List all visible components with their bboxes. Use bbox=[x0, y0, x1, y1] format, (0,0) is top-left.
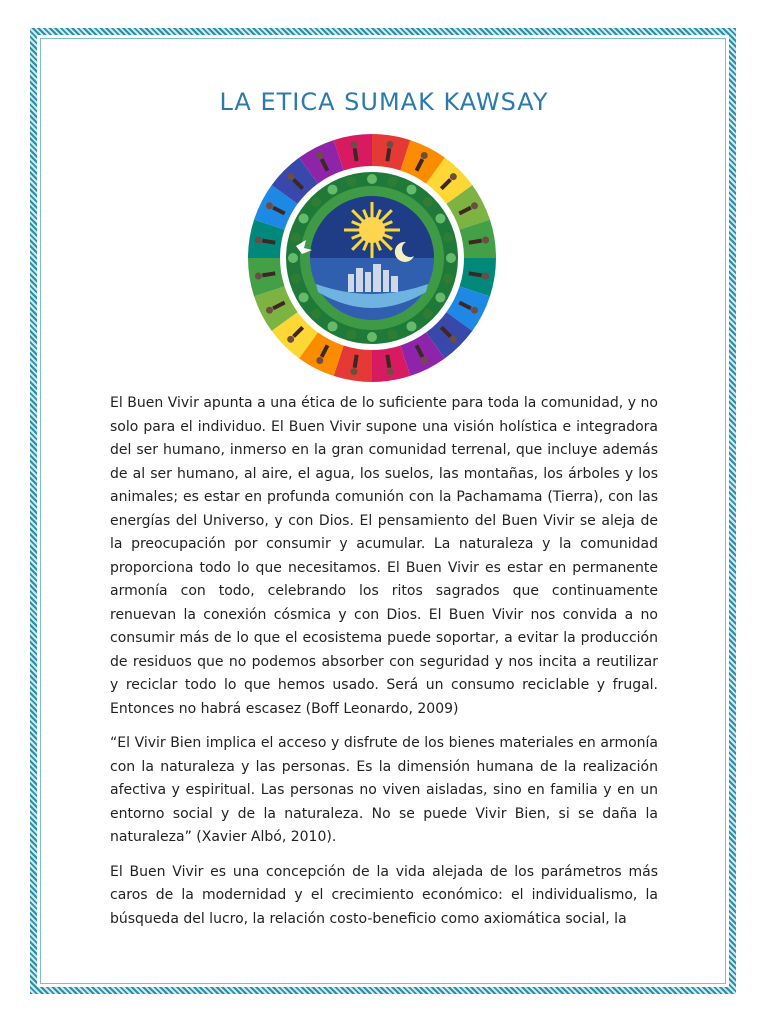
sumak-kawsay-emblem bbox=[236, 134, 508, 382]
page-title: LA ETICA SUMAK KAWSAY bbox=[219, 88, 549, 116]
paragraph: El Buen Vivir apunta a una ética de lo suficiente para toda la comunidad, y no solo para el individuo. El Buen Vivir supone una visión holística e integradora del ser humano, inmerso en la gran comunidad terrenal, que incluye además de al ser humano, al aire, el agua, los suelos, las montañas, los árboles y los animales; es estar en profunda comunión con la Pachamama (Tierra), con las energías del Universo, y con Dios. El pensamiento del Buen Vivir se aleja de la preocupación por consumir y acumular. La naturaleza y la comunidad proporciona todo lo que necesitamos. El Buen Vivir es estar en permanente armonía con todo, celebrando los ritos sagrados que continuamente renuevan la conexión cósmica y con Dios. El Buen Vivir nos convida a no consumir más de lo que el ecosistema puede soportar, a evitar la producción de residuos que no podemos absorber con seguridad y nos incita a reutilizar y reciclar todo lo que hemos usado. Será un consumo reciclable y frugal. Entonces no habrá escasez (Boff Leonardo, 2009) bbox=[110, 395, 658, 717]
paragraph: El Buen Vivir es una concepción de la vida alejada de los parámetros más caros de la modernidad y el crecimiento económico: el individualismo, la búsqueda del lucro, la relación costo-beneficio como axiomática social, la bbox=[110, 863, 658, 927]
document-body bbox=[110, 392, 658, 942]
sun-icon bbox=[344, 202, 400, 258]
paragraph: “El Vivir Bien implica el acceso y disfrute de los bienes materiales en armonía con la naturaleza y las personas. Es la dimensión humana de la realización afectiva y espiritual. Las personas no viven aisladas, sino en familia y en un entorno social y de la naturaleza. No se puede Vivir Bien, si se daña la naturaleza” (Xavier Albó, 2010). bbox=[110, 735, 658, 845]
